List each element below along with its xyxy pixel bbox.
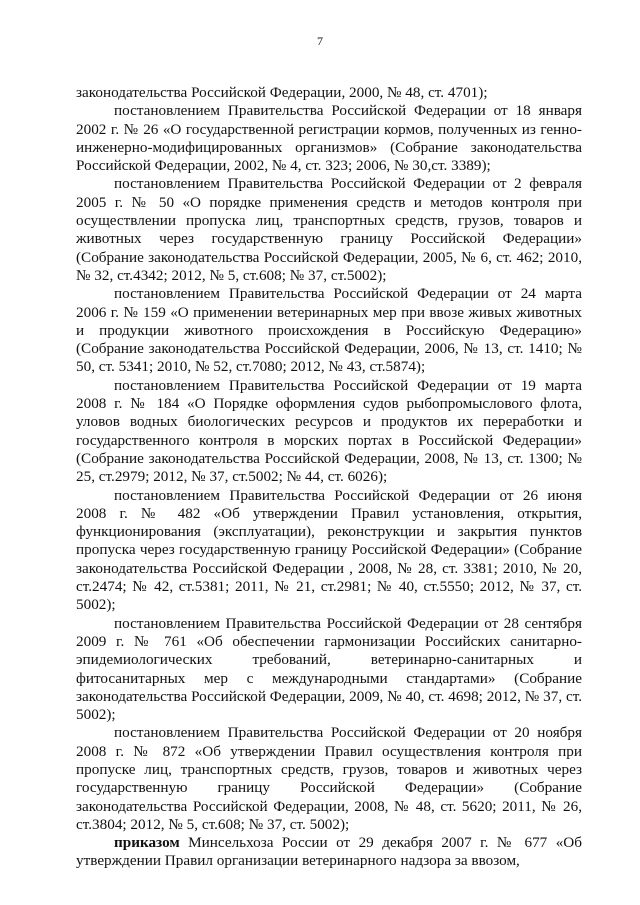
paragraph-decree-2009-761: постановлением Правительства Российской Федерации от 28 сентября 2009 г. № 761 «Об обеспечении гармонизации Российских санитарно-эпидемиологических требований, ветеринарно-санитарных и фитосанитарных мер с международными стандартами» (Собрание законодательства Российской Федерации, 2009, № 40, ст. 4698; 2012, № 37, ст. 5002); [76, 614, 582, 724]
order-text: Минсельхоза России от 29 декабря 2007 г. № 677 «Об утверждении Правил организации ветеринарного надзора за ввозом, [76, 834, 582, 870]
paragraph-decree-2005-50: постановлением Правительства Российской Федерации от 2 февраля 2005 г. № 50 «О порядке применения средств и методов контроля при осуществлении пропуска лиц, транспортных средств, грузов, товаров и животных через государственную границу Российской Федерации» (Собрание законодательства Российской Федерации, 2005, № 6, ст. 462; 2010, № 32, ст.4342; 2012, № 5, ст.608; № 37, ст.5002); [76, 175, 582, 284]
paragraph-decree-2008-482: постановлением Правительства Российской Федерации от 26 июня 2008 г. № 482 «Об утверждении Правил установления, открытия, функционирования (эксплуатации), реконструкции и закрытия пунктов пропуска через государственную границу Российской Федерации» (Собрание законодательства Российской Федерации , 2008, № 28, ст. 3381; 2010, № 20, ст.2474; № 42, ст.5381; 2011, № 21, ст.2981; № 40, ст.5550; 2012, № 37, ст. 5002); [76, 486, 582, 614]
order-lead-word: приказом [114, 834, 180, 852]
paragraph-continuation: законодательства Российской Федерации, 2000, № 48, ст. 4701); [76, 84, 488, 101]
paragraph-decree-2002-26: постановлением Правительства Российской Федерации от 18 января 2002 г. № 26 «О государственной регистрации кормов, полученных из генно-инженерно-модифицированных организмов» (Собрание законодательства Российской Федерации, 2002, № 4, ст. 323; 2006, № 30,ст. 3389); [76, 102, 582, 175]
document-body [76, 84, 582, 871]
paragraph-decree-2008-872: постановлением Правительства Российской Федерации от 20 ноября 2008 г. № 872 «Об утверждении Правил осуществления контроля при пропуске лиц, транспортных средств, грузов, товаров и животных через государственную границу Российской Федерации» (Собрание законодательства Российской Федерации, 2008, № 48, ст. 5620; 2011, № 26, ст.3804; 2012, № 5, ст.608; № 37, ст. 5002); [76, 724, 582, 833]
paragraph-decree-2008-184: постановлением Правительства Российской Федерации от 19 марта 2008 г. № 184 «О Порядке оформления судов рыбопромыслового флота, уловов водных биологических ресурсов и продуктов их переработки и государственного контроля в морских портах в Российской Федерации» (Собрание законодательства Российской Федерации, 2008, № 13, ст. 1300; № 25, ст.2979; 2012, № 37, ст.5002; № 44, ст. 6026); [76, 376, 582, 486]
paragraph-decree-2006-159: постановлением Правительства Российской Федерации от 24 марта 2006 г. № 159 «О применении ветеринарных мер при ввозе живых животных и продукции животного происхождения в Российскую Федерацию» (Собрание законодательства Российской Федерации, 2006, № 13, ст. 1410; № 50, ст. 5341; 2010, № 52, ст.7080; 2012, № 43, ст.5874); [76, 285, 582, 376]
page-number: 7 [317, 34, 323, 48]
paragraph-order-2007-677 [76, 834, 582, 871]
